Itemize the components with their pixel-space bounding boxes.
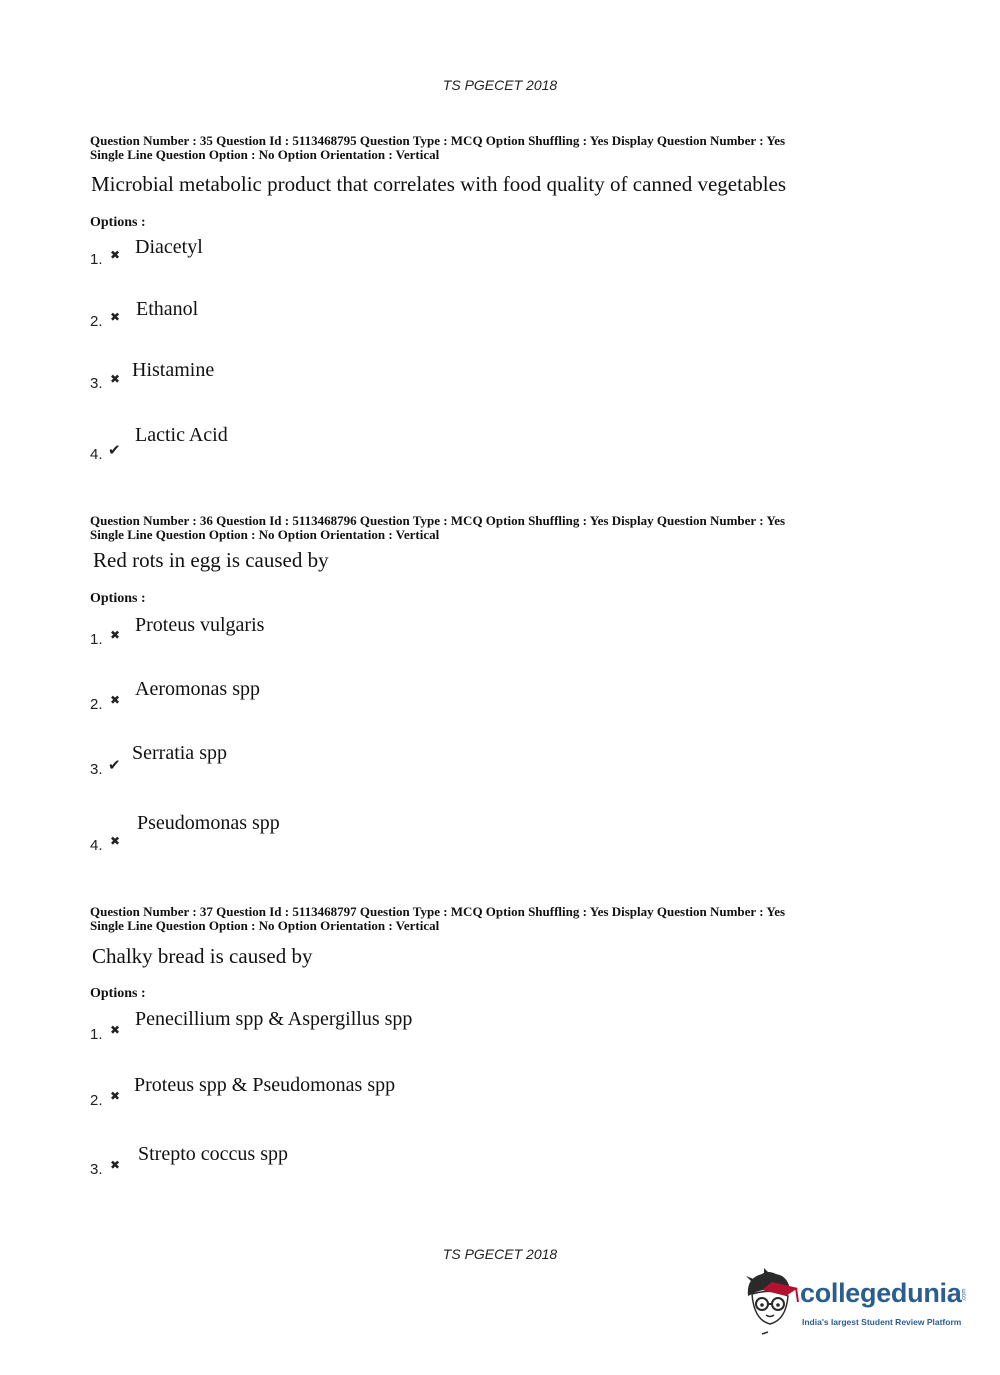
logo-wordmark: collegedunia xyxy=(800,1278,962,1308)
mascot-icon xyxy=(742,1268,802,1338)
question-text: Red rots in egg is caused by xyxy=(93,548,329,572)
question-meta-line: Single Line Question Option : No Option Orientation : Vertical xyxy=(90,918,440,933)
option-text: Penecillium spp & Aspergillus spp xyxy=(135,1008,413,1030)
collegedunia-logo[interactable] xyxy=(742,1268,972,1338)
option-text: Proteus spp & Pseudomonas spp xyxy=(134,1074,396,1096)
option-number: 2. xyxy=(90,696,103,713)
question-meta xyxy=(90,134,950,162)
question-meta-line: Question Number : 37 Question Id : 5113468797 Question Type : MCQ Option Shuffling : Yes Display Question Number : Yes xyxy=(90,904,786,919)
wrong-mark-icon: ✖ xyxy=(110,1023,121,1037)
logo-suffix: .com xyxy=(961,1288,968,1302)
option-text: Strepto coccus spp xyxy=(138,1143,288,1165)
page-header: TS PGECET 2018 xyxy=(442,77,558,93)
wrong-mark-icon: ✖ xyxy=(110,834,121,848)
question-text: Chalky bread is caused by xyxy=(92,944,313,968)
question-meta xyxy=(90,905,950,933)
question-meta-line: Question Number : 36 Question Id : 5113468796 Question Type : MCQ Option Shuffling : Yes Display Question Number : Yes xyxy=(90,513,786,528)
wrong-mark-icon: ✖ xyxy=(110,1089,121,1103)
option-number: 1. xyxy=(90,251,103,268)
wrong-mark-icon: ✖ xyxy=(110,693,121,707)
option-text: Ethanol xyxy=(136,298,199,320)
question-meta xyxy=(90,514,950,542)
option-number: 1. xyxy=(90,631,103,648)
question-meta-line: Single Line Question Option : No Option Orientation : Vertical xyxy=(90,527,440,542)
question-meta-line: Single Line Question Option : No Option Orientation : Vertical xyxy=(90,147,440,162)
check-mark-icon: ✔ xyxy=(108,441,121,459)
page-footer: TS PGECET 2018 xyxy=(442,1246,558,1262)
options-label: Options : xyxy=(90,591,146,606)
wrong-mark-icon: ✖ xyxy=(110,628,121,642)
options-label: Options : xyxy=(90,986,146,1001)
wrong-mark-icon: ✖ xyxy=(110,248,121,262)
question-meta-line: Question Number : 35 Question Id : 5113468795 Question Type : MCQ Option Shuffling : Yes Display Question Number : Yes xyxy=(90,133,786,148)
option-number: 3. xyxy=(90,1161,103,1178)
wrong-mark-icon: ✖ xyxy=(110,372,121,386)
logo-tagline: India's largest Student Review Platform xyxy=(802,1317,962,1327)
option-text: Lactic Acid xyxy=(135,424,228,446)
option-number: 3. xyxy=(90,761,103,778)
option-text: Diacetyl xyxy=(135,236,203,258)
wrong-mark-icon: ✖ xyxy=(110,310,121,324)
option-number: 4. xyxy=(90,837,103,854)
check-mark-icon: ✔ xyxy=(108,756,121,774)
option-text: Pseudomonas spp xyxy=(137,812,280,834)
option-text: Serratia spp xyxy=(132,742,227,764)
options-label: Options : xyxy=(90,215,146,230)
option-number: 2. xyxy=(90,313,103,330)
option-text: Histamine xyxy=(132,359,215,381)
option-number: 1. xyxy=(90,1026,103,1043)
option-text: Aeromonas spp xyxy=(135,678,260,700)
option-number: 2. xyxy=(90,1092,103,1109)
wrong-mark-icon: ✖ xyxy=(110,1158,121,1172)
option-number: 4. xyxy=(90,446,103,463)
question-text: Microbial metabolic product that correlates with food quality of canned vegetables xyxy=(91,172,787,196)
option-number: 3. xyxy=(90,375,103,392)
option-text: Proteus vulgaris xyxy=(135,614,265,636)
